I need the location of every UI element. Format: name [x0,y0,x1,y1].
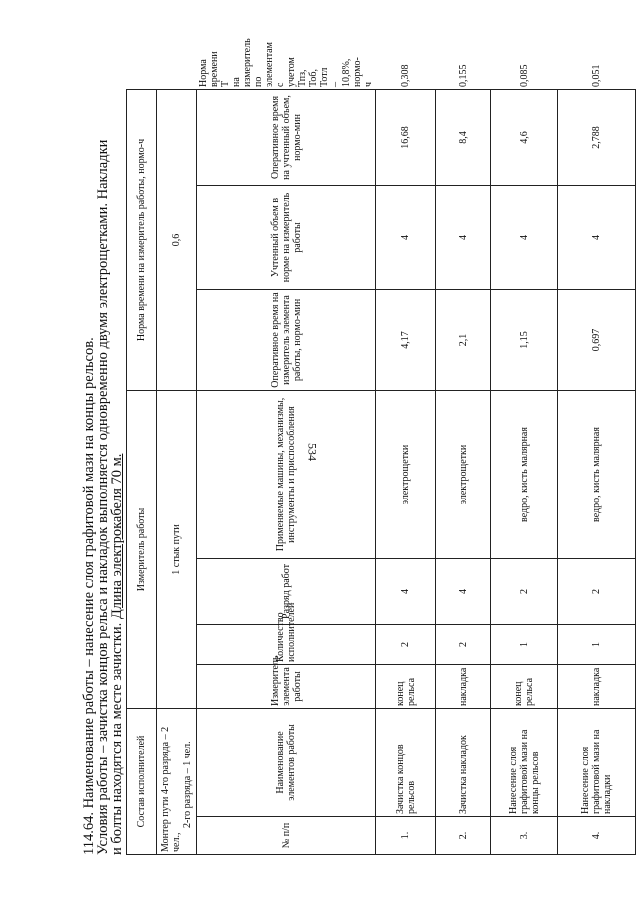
row-num: 1. [376,817,436,855]
row-workers: 2 [436,624,491,664]
row-workers: 2 [376,624,436,664]
row-num: 3. [491,817,558,855]
row-grade: 2 [558,558,636,624]
row-volume: 4 [491,185,558,289]
header-col-op-time: Оперативное время на измеритель элемента работы, нормо-мин [197,289,376,390]
work-title: 114.64. Наименование работы – нанесение слоя графитовой мази на концы рельсов. [81,337,97,855]
row-name: Зачистка концов рельсов [376,708,436,816]
row-workers: 1 [491,624,558,664]
header-meter-value: 1 стык пути [157,390,197,708]
row-meter: конец рельса [491,664,558,708]
row-op-time: 1,15 [491,289,558,390]
header-col-element-meter: Измеритель элемента работы [197,664,376,708]
row-workers: 1 [558,624,636,664]
row-name: Нанесение слоя графитовой мази на накладки [558,708,636,816]
header-coefficient: 0,6 [157,89,197,390]
row-name: Зачистка накладок [436,708,491,816]
table-row: 2. Зачистка накладок накладка 2 4 электрощетки 2,1 4 8,4 0,155 [436,89,491,854]
header-meter-group: Измеритель работы [127,390,157,708]
row-num: 4. [558,817,636,855]
row-op-time-volume: 2,788 [558,89,636,185]
row-op-time-volume: 8,4 [436,89,491,185]
header-col-num: № п/п [197,817,376,855]
row-op-time: 0,697 [558,289,636,390]
header-composition: Состав исполнителей [127,708,157,854]
header-col-op-time-volume: Оперативное время на учтенный объем, нормо-мин [197,89,376,185]
row-grade: 2 [491,558,558,624]
header-col-workers: Количество исполнителей [197,624,376,664]
crew-line-2: 2-го разряда – 1 чел. [182,741,193,828]
row-volume: 4 [558,185,636,289]
row-grade: 4 [376,558,436,624]
row-volume: 4 [376,185,436,289]
norm-table: Состав исполнителей Измеритель работы Норма времени на измеритель работы, нормо-ч Монтер пути 4-го разряда – 2 чел., 2-го разряда – 1 чел. 1 стык пути 0,6 № п/п Наименование элементов работы Измеритель элемента работы Количество исполнителей Разряд работ Применяемые машины, механизмы, инструменты и приспособления Оперативное время на измеритель элемента работы, нормо-мин Учтенный объем в норме на измеритель работы Оперативное время на учтенный объем, нормо-мин Норма времени Т на измеритель по элементам с учетом Тпз, Тоб, Тотл – 10,8%, нормо-ч 1. Зачистка концов рельсов конец рельса 2 4 электрощетки 4,17 4 16,68 0,308 2. Зачистка накладок накладка 2 4 электрощетки 2,1 4 8,4 0,155 3. Нанесение слоя графитовой мази на концы рельсов конец рельса 1 2 ведро, кисть малярная 1,15 4 4,6 0,085 4. Нанесение слоя графитовой мази на накладки накладка 1 2 ведро, кисть малярная 0,697 4 2,788 0,051 [126,89,636,855]
table-row: 4. Нанесение слоя графитовой мази на накладки накладка 1 2 ведро, кисть малярная 0,697 4 2,788 0,051 [558,89,636,854]
header-col-grade: Разряд работ [197,558,376,624]
row-op-time: 2,1 [436,289,491,390]
work-conditions: Условия работы – зачистка концов рельса и накладок выполняется одновременно двумя электрощетками. Накладки [95,139,111,855]
row-op-time: 4,17 [376,289,436,390]
header-col-volume: Учтенный объем в норме на измеритель работы [197,185,376,289]
work-conditions-text: и болты находятся на месте зачистки. [109,619,125,855]
row-tools: ведро, кисть малярная [558,390,636,558]
table-row: 3. Нанесение слоя графитовой мази на концы рельсов конец рельса 1 2 ведро, кисть малярная 1,15 4 4,6 0,085 [491,89,558,854]
row-volume: 4 [436,185,491,289]
row-op-time-volume: 16,68 [376,89,436,185]
work-conditions-cont [110,55,124,855]
rotated-page-content [80,35,640,855]
row-tools: электрощетки [436,390,491,558]
page-number: 534 [305,443,320,461]
header-norm-group: Норма времени на измеритель работы, нормо-ч [127,89,157,390]
row-op-time-volume: 4,6 [491,89,558,185]
cable-length-note: Длина электрокабеля 70 м. [109,453,125,620]
header-crew [157,708,197,854]
table-row: 1. Зачистка концов рельсов конец рельса 2 4 электрощетки 4,17 4 16,68 0,308 [376,89,436,854]
row-name: Нанесение слоя графитовой мази на концы рельсов [491,708,558,816]
row-meter: накладка [558,664,636,708]
row-meter: конец рельса [376,664,436,708]
row-tools: ведро, кисть малярная [491,390,558,558]
header-col-tools: Применяемые машины, механизмы, инструменты и приспособления [197,390,376,558]
row-num: 2. [436,817,491,855]
crew-line-1: Монтер пути 4-го разряда – 2 чел., [160,726,182,852]
row-tools: электрощетки [376,390,436,558]
row-grade: 4 [436,558,491,624]
header-col-name: Наименование элементов работы [197,708,376,816]
row-meter: накладка [436,664,491,708]
